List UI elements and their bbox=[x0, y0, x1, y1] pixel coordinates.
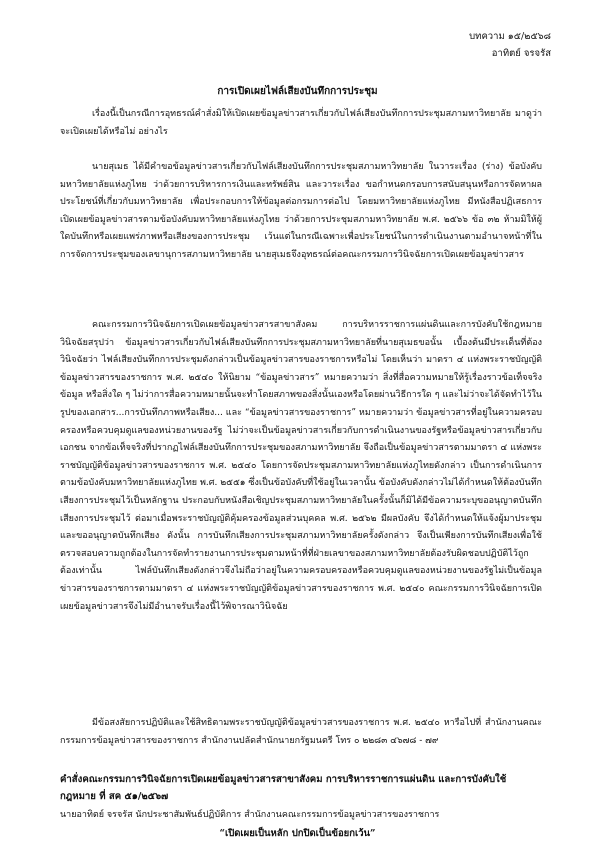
article-meta bbox=[469, 28, 551, 62]
article-number: บทความ ๑๕/๒๕๖๘ bbox=[469, 31, 551, 42]
facts-paragraph: นายสุเมธ ได้มีคำขอข้อมูลข่าวสารเกี่ยวกับไฟล์เสียงบันทึกการประชุมสภามหาวิทยาลัย ในวาระเรื่อง (ร่าง) ข้อบังคับมหาวิทยาลัยแห่งภูไทย ว่าด้วยการบริหารการเงินและทรัพย์สิน และวาระเรื่อง ขอกำหนดกรอบการสนับสนุนหรือการจัดหาผลประโยชน์ที่เกี่ยวกับมหาวิทยาลัย เพื่อประกอบการให้ข้อมูลต่อกรมการต่อไป โดยมหาวิทยาลัยแห่งภูไทย มีหนังสือปฏิเสธการเปิดเผยข้อมูลข่าวสารตามข้อบังคับมหาวิทยาลัยแห่งภูไทย ว่าด้วยการประชุมสภามหาวิทยาลัย พ.ศ. ๒๕๖๖ ข้อ ๓๒ ห้ามมิให้ผู้ใดบันทึกหรือเผยแพร่ภาพหรือเสียงของการประชุม เว้นแต่ในกรณีเฉพาะเพื่อประโยชน์ในการดำเนินงานตามอำนาจหน้าที่ในการจัดการประชุมของเลขานุการสภามหาวิทยาลัย นายสุเมธจึงอุทธรณ์ต่อคณะกรรมการวินิจฉัยการเปิดเผยข้อมูลข่าวสาร bbox=[60, 162, 542, 260]
motto: “เปิดเผยเป็นหลัก ปกปิดเป็นข้อยกเว้น” bbox=[219, 828, 376, 839]
article-title: การเปิดเผยไฟล์เสียงบันทึกการประชุม bbox=[217, 86, 378, 97]
author-line: นายอาทิตย์ จรจรัส นักประชาสัมพันธ์ปฏิบัติการ สำนักงานคณะกรรมการข้อมูลข่าวสารของราชการ bbox=[60, 810, 440, 820]
ruling-paragraph: คณะกรรมการวินิจฉัยการเปิดเผยข้อมูลข่าวสารสาขาสังคม การบริหารราชการแผ่นดินและการบังคับใช้กฎหมายวินิจฉัยสรุปว่า ข้อมูลข่าวสารเกี่ยวกับไฟล์เสียงบันทึกการประชุมสภามหาวิทยาลัยที่นายสุเมธขอนั้น เบื้องต้นมีประเด็นที่ต้องวินิจฉัยว่า ไฟล์เสียงบันทึกการประชุมดังกล่าวเป็นข้อมูลข่าวสารของราชการหรือไม่ โดยเห็นว่า มาตรา ๔ แห่งพระราชบัญญัติข้อมูลข่าวสารของราชการ พ.ศ. ๒๕๔๐ ให้นิยาม “ข้อมูลข่าวสาร” หมายความว่า สิ่งที่สื่อความหมายให้รู้เรื่องราวข้อเท็จจริง ข้อมูล หรือสิ่งใด ๆ ไม่ว่าการสื่อความหมายนั้นจะทำโดยสภาพของสิ่งนั้นเองหรือโดยผ่านวิธีการใด ๆ และไม่ว่าจะได้จัดทำไว้ในรูปของเอกสาร...การบันทึกภาพหรือเสียง... และ “ข้อมูลข่าวสารของราชการ” หมายความว่า ข้อมูลข่าวสารที่อยู่ในความครอบครองหรือควบคุมดูแลของหน่วยงานของรัฐ ไม่ว่าจะเป็นข้อมูลข่าวสารเกี่ยวกับการดำเนินงานของรัฐหรือข้อมูลข่าวสารเกี่ยวกับเอกชน จากข้อเท็จจริงที่ปรากฏไฟล์เสียงบันทึกการประชุมของสภามหาวิทยาลัย จึงถือเป็นข้อมูลข่าวสารตามมาตรา ๔ แห่งพระราชบัญญัติข้อมูลข่าวสารของราชการ พ.ศ. ๒๕๔๐ โดยการจัดประชุมสภามหาวิทยาลัยแห่งภูไทยดังกล่าว เป็นการดำเนินการตามข้อบังคับมหาวิทยาลัยแห่งภูไทย พ.ศ. ๒๕๕๑ ซึ่งเป็นข้อบังคับที่ใช้อยู่ในเวลานั้น ข้อบังคับดังกล่าวไม่ได้กำหนดให้ต้องบันทึกเสียงการประชุมไว้เป็นหลักฐาน ประกอบกับหนังสือเชิญประชุมสภามหาวิทยาลัยในครั้งนั้นก็มิได้มีข้อความระบุขออนุญาตบันทึกเสียงการประชุมไว้ ต่อมาเมื่อพระราชบัญญัติคุ้มครองข้อมูลส่วนบุคคล พ.ศ. ๒๕๖๒ มีผลบังคับ จึงได้กำหนดให้แจ้งผู้มาประชุมและขออนุญาตบันทึกเสียง ดังนั้น การบันทึกเสียงการประชุมสภามหาวิทยาลัยครั้งดังกล่าว จึงเป็นเพียงการบันทึกเสียงเพื่อใช้ตรวจสอบความถูกต้องในการจัดทำรายงานการประชุมตามหน้าที่ที่ฝ่ายเลขาของสภามหาวิทยาลัยต้องรับผิดชอบปฏิบัติไว้ถูกต้องเท่านั้น ไฟล์บันทึกเสียงดังกล่าวจึงไม่ถือว่าอยู่ในความครอบครองหรือควบคุมดูแลของหน่วยงานของรัฐไม่เป็นข้อมูลข่าวสารของราชการตามมาตรา ๔ แห่งพระราชบัญญัติข้อมูลข่าวสารของราชการ พ.ศ. ๒๕๔๐ คณะกรรมการวินิจฉัยการเปิดเผยข้อมูลข่าวสารจึงไม่มีอำนาจรับเรื่องนี้ไว้พิจารณาวินิจฉัย bbox=[60, 320, 542, 612]
intro-paragraph: เรื่องนี้เป็นกรณีการอุทธรณ์คำสั่งมิให้เปิดเผยข้อมูลข่าวสารเกี่ยวกับไฟล์เสียงบันทึกการประชุมสภามหาวิทยาลัย มาดูว่าจะเปิดเผยได้หรือไม่ อย่างไร bbox=[60, 109, 542, 137]
order-heading: คำสั่งคณะกรรมการวินิจฉัยการเปิดเผยข้อมูลข่าวสารสาขาสังคม การบริหารราชการแผ่นดิน และการบังคับใช้กฎหมาย ที่ สค ๕๑/๒๕๖๗ bbox=[60, 774, 507, 802]
article-author: อาทิตย์ จรจรัส bbox=[491, 48, 551, 59]
contact-paragraph: มีข้อสงสัยการปฏิบัติและใช้สิทธิตามพระราชบัญญัติข้อมูลข่าวสารของราชการ พ.ศ. ๒๕๔๐ หารือไปที่ สำนักงานคณะกรรมการข้อมูลข่าวสารของราชการ สำนักงานปลัดสำนักนายกรัฐมนตรี โทร ๐ ๒๒๘๓ ๔๖๗๘ - ๗๙ bbox=[60, 718, 542, 746]
